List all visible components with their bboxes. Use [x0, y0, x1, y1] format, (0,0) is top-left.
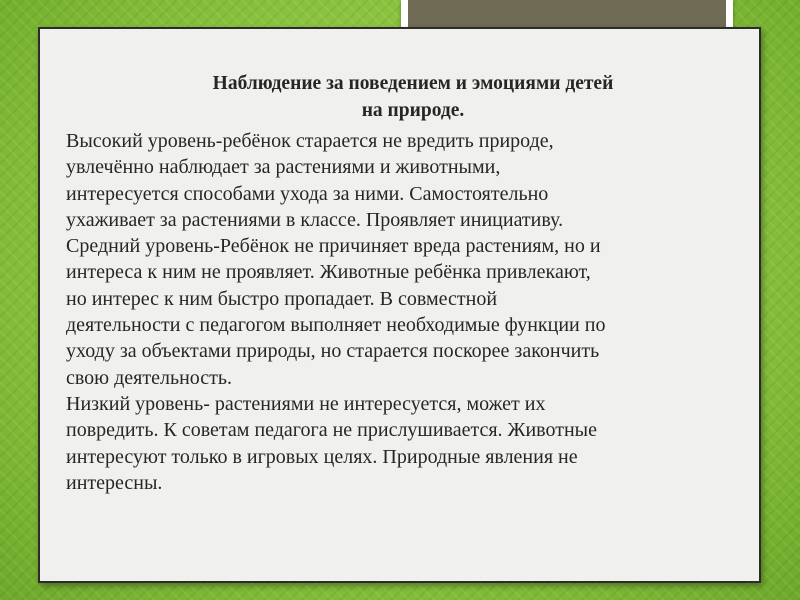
- body-line: уходу за объектами природы, но старается поскорее закончить: [66, 340, 600, 363]
- body-line: интересуется способами ухода за ними. Самостоятельно: [66, 182, 549, 205]
- slide-content: [66, 70, 766, 496]
- body-line: интересуют только в игровых целях. Природные явления не: [66, 445, 578, 468]
- body-line: но интерес к ним быстро пропадает. В совместной: [66, 287, 498, 310]
- heading-line-1: Наблюдение за поведением и эмоциями детей: [212, 73, 614, 94]
- body-line: Высокий уровень-ребёнок старается не вредить природе,: [66, 130, 554, 152]
- slide-body-text: [66, 128, 766, 496]
- heading-line-2: на природе.: [361, 100, 465, 121]
- body-line: увлечённо наблюдает за растениями и животными,: [66, 156, 501, 179]
- body-line: деятельности с педагогом выполняет необходимые функции по: [66, 314, 606, 337]
- body-line: повредить. К советам педагога не прислушивается. Животные: [66, 419, 597, 442]
- slide-heading: [66, 70, 738, 124]
- body-line: ухаживает за растениями в классе. Проявляет инициативу.: [66, 208, 564, 231]
- body-line: Низкий уровень- растениями не интересуется, может их: [66, 392, 546, 415]
- body-line: свою деятельность.: [66, 366, 233, 389]
- body-line: Средний уровень-Ребёнок не причиняет вреда растениям, но и: [66, 235, 601, 258]
- body-line: интереса к ним не проявляет. Животные ребёнка привлекают,: [66, 261, 591, 284]
- body-line: интересны.: [66, 471, 163, 494]
